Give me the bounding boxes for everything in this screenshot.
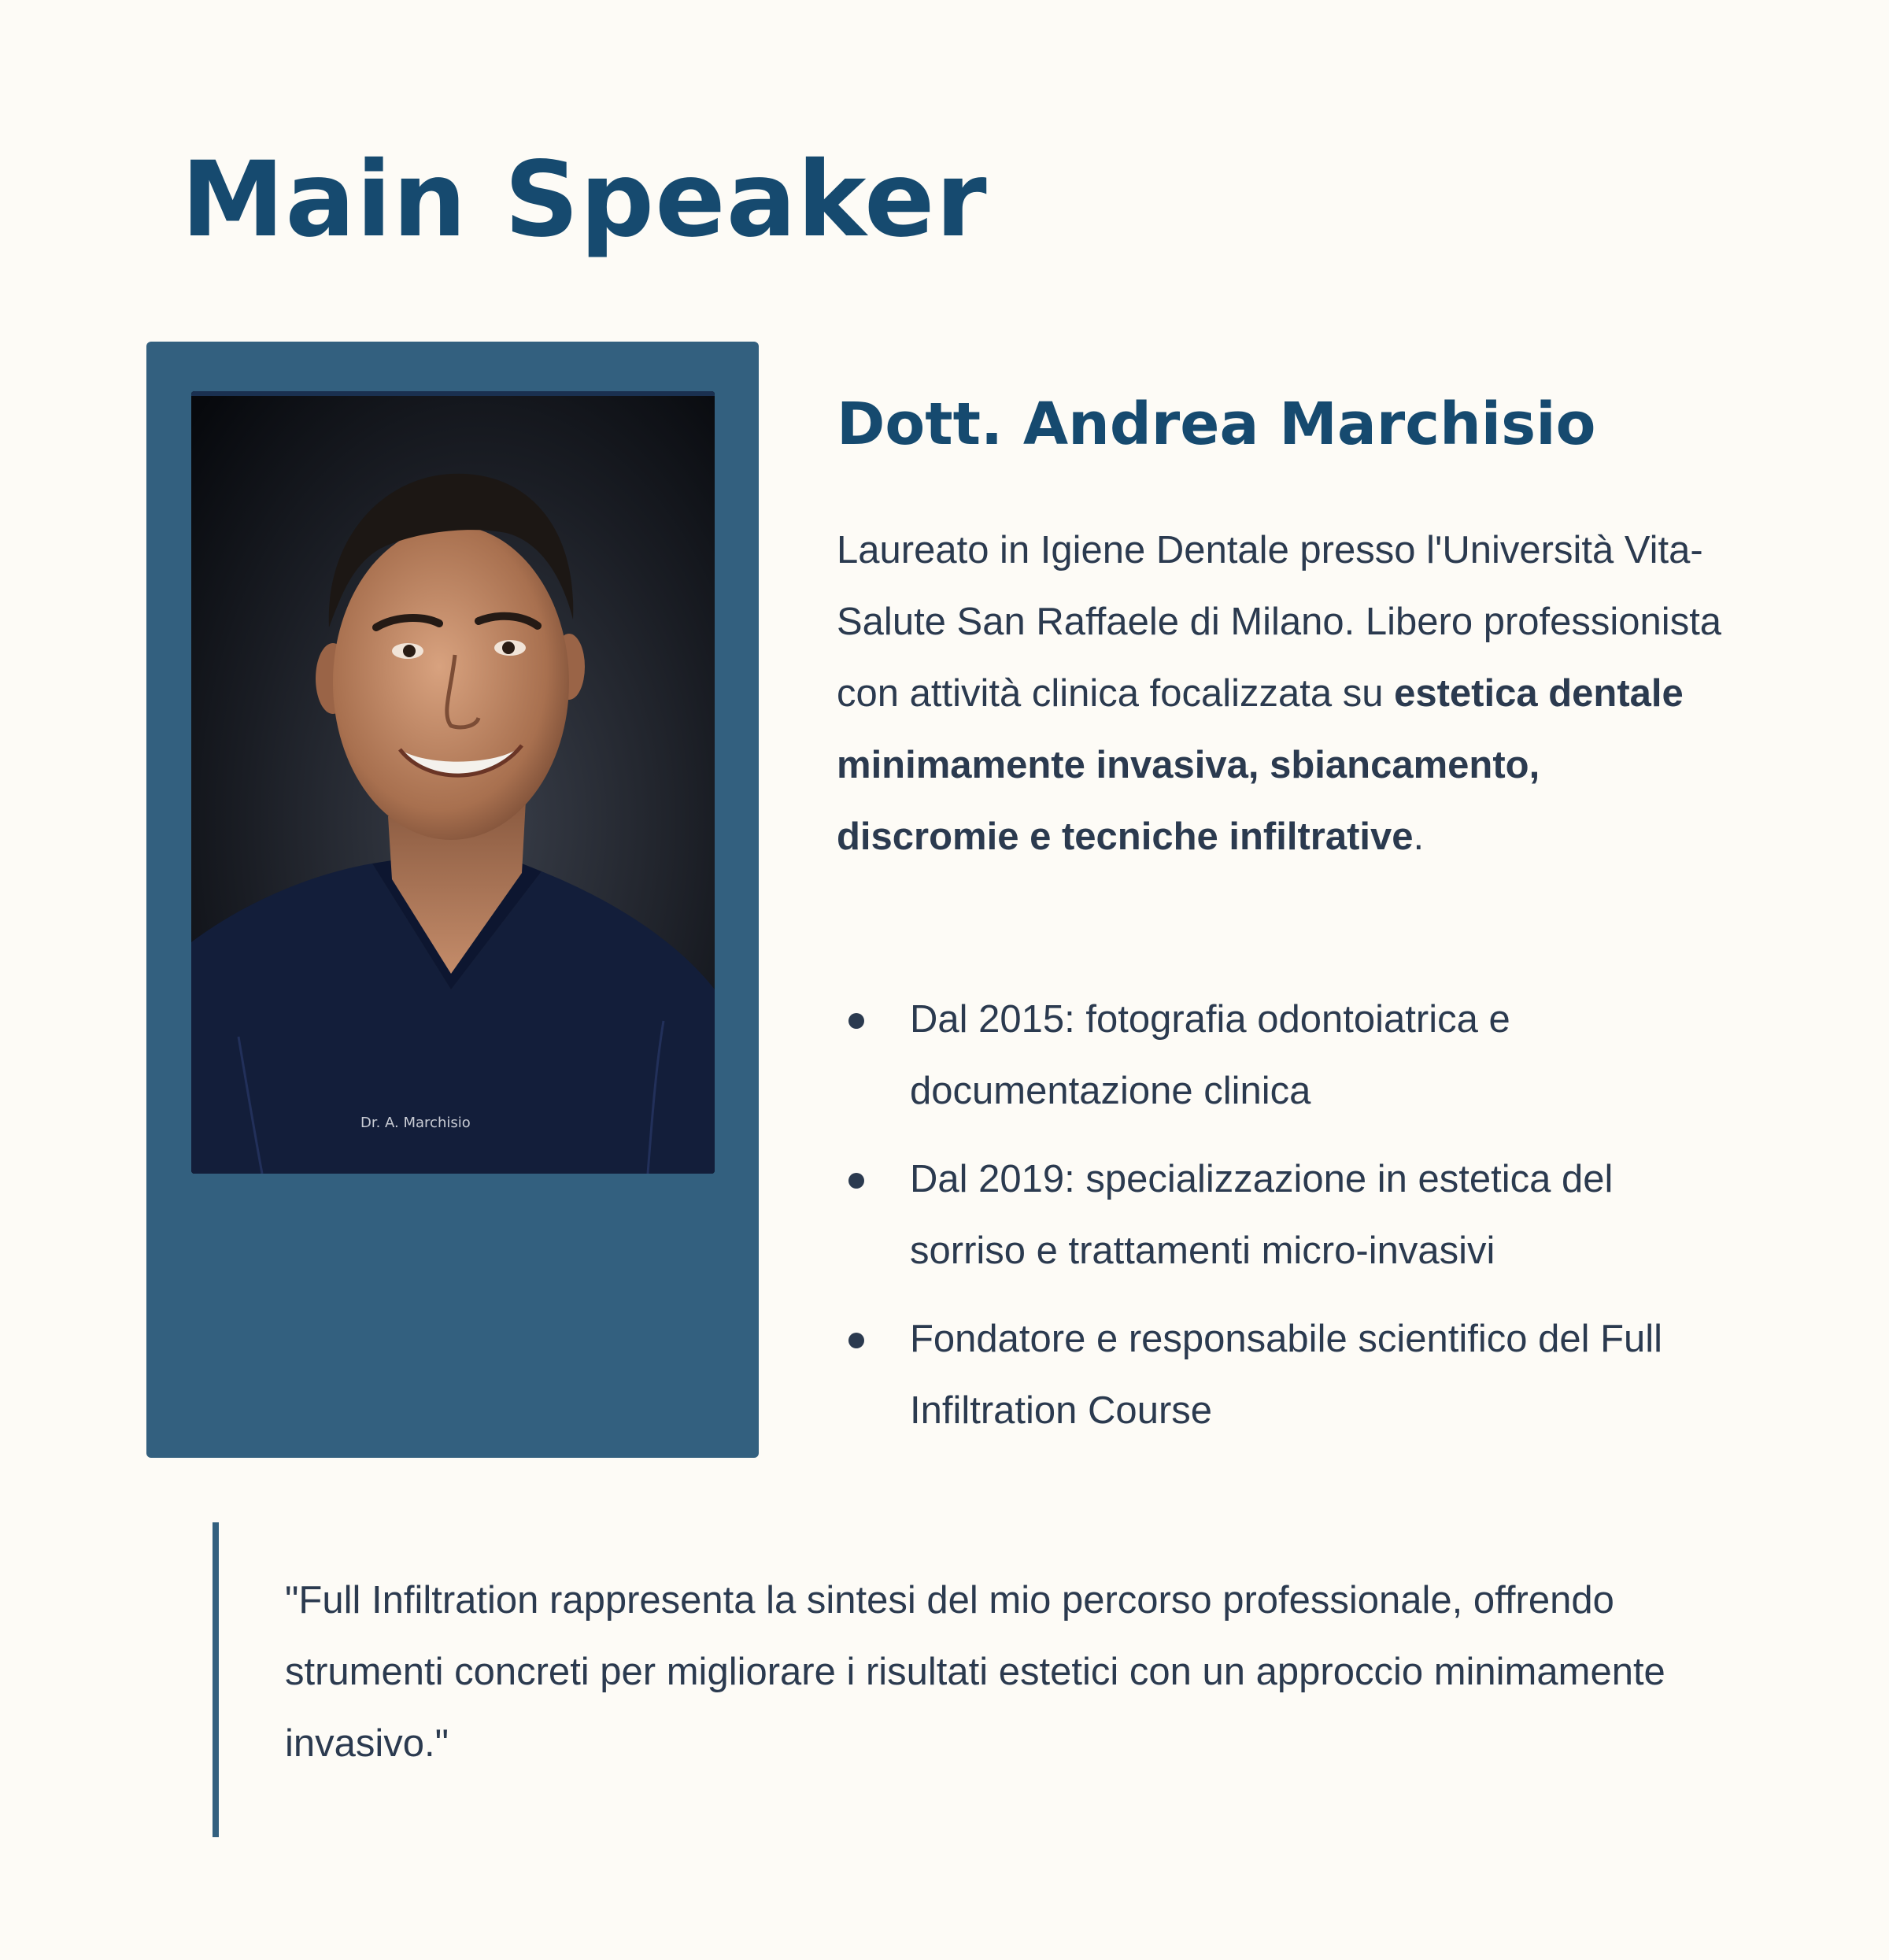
speaker-portrait-illustration	[191, 391, 715, 1174]
list-item	[837, 984, 1726, 1127]
speaker-quote	[213, 1522, 1787, 1837]
scrubs-embroidery: Dr. A. Marchisio	[360, 1115, 471, 1131]
career-item-text: Dal 2015: fotografia odontoiatrica e documentazione clinica	[910, 998, 1510, 1112]
career-item-text: Fondatore e responsabile scientifico del Full Infiltration Course	[910, 1318, 1663, 1432]
list-item	[837, 1304, 1726, 1447]
speaker-name: Dott. Andrea Marchisio	[837, 390, 1596, 458]
speaker-photo	[191, 391, 715, 1174]
career-highlights-list	[837, 984, 1726, 1463]
bullet-icon	[848, 1173, 864, 1189]
bio-end: .	[1413, 815, 1425, 858]
speaker-bio	[837, 515, 1726, 873]
bio-intro: Laureato in Igiene Dentale presso l'Università Vita-Salute San Raffaele di Milano. Libero professionista con attività clinica focalizzata su	[837, 529, 1722, 715]
career-item-text: Dal 2019: specializzazione in estetica del sorriso e trattamenti micro-invasivi	[910, 1158, 1614, 1272]
page-title: Main Speaker	[181, 139, 988, 261]
speaker-photo-card	[146, 342, 759, 1458]
bio-focus-areas: estetica dentale minimamente invasiva, sbiancamento, discromie e tecniche infiltrative	[837, 672, 1684, 858]
bullet-icon	[848, 1333, 864, 1348]
bullet-icon	[848, 1013, 864, 1029]
list-item	[837, 1144, 1726, 1287]
quote-text: "Full Infiltration rappresenta la sintesi del mio percorso professionale, offrendo strumenti concreti per migliorare i risultati estetici con un approccio minimamente invasivo."	[285, 1579, 1665, 1765]
